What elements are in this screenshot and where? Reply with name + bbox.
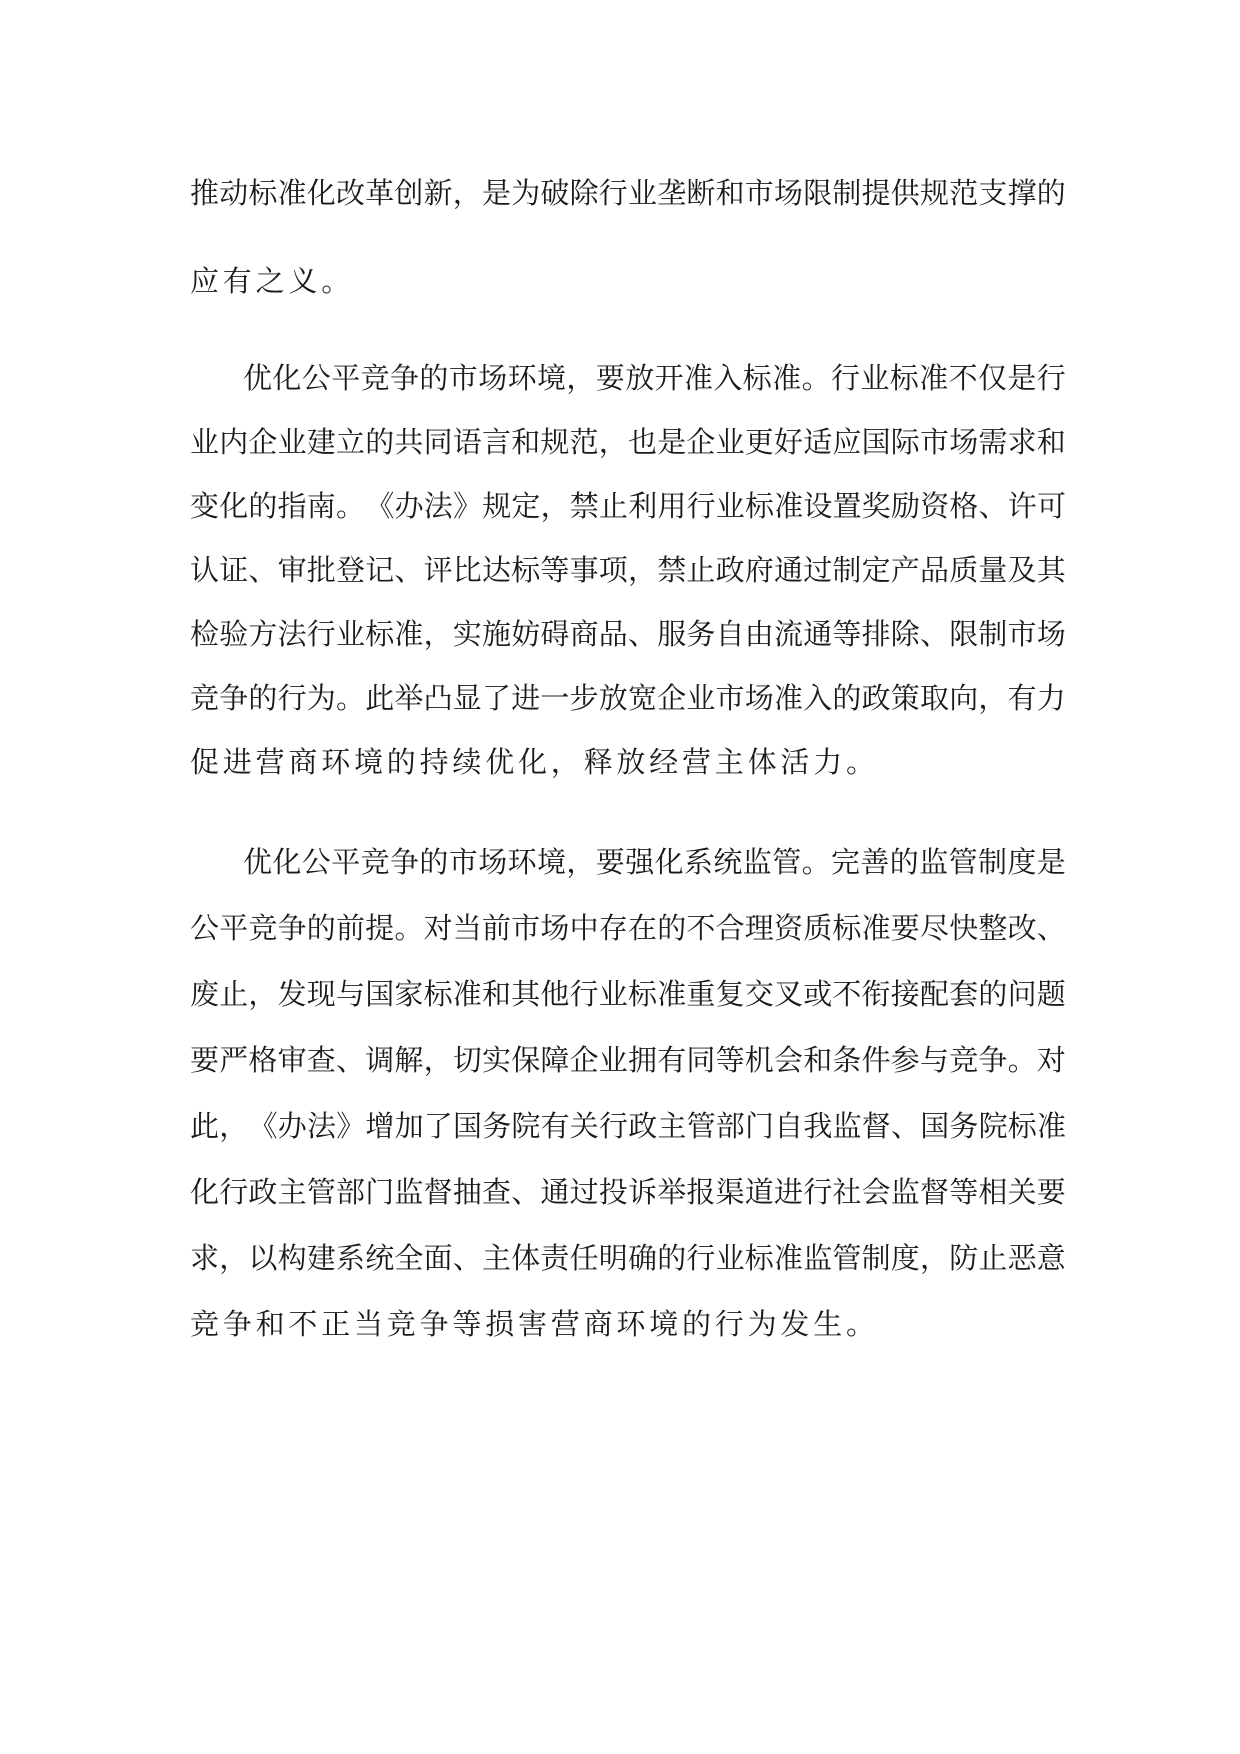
- text-line: 业内企业建立的共同语言和规范，也是企业更好适应国际市场需求和: [190, 425, 1067, 459]
- text-line: 要严格审查、调解，切实保障企业拥有同等机会和条件参与竞争。对: [190, 1043, 1067, 1077]
- text-line: 公平竞争的前提。对当前市场中存在的不合理资质标准要尽快整改、: [190, 911, 1067, 945]
- text-line: 求，以构建系统全面、主体责任明确的行业标准监管制度，防止恶意: [190, 1241, 1067, 1275]
- text-line: 变化的指南。 《办法》规定，禁止利用行业标准设置奖励资格、许可: [190, 489, 1067, 523]
- text-line: 废止，发现与国家标准和其他行业标准重复交叉或不衔接配套的问题: [190, 977, 1067, 1011]
- text-line: 化行政主管部门监督抽查、通过投诉举报渠道进行社会监督等相关要: [190, 1175, 1067, 1209]
- text-line: 认证、审批登记、评比达标等事项，禁止政府通过制定产品质量及其: [190, 553, 1067, 587]
- text-line: 优化公平竞争的市场环境，要强化系统监管。完善的监管制度是: [243, 845, 1067, 879]
- text-line: 优化公平竞争的市场环境，要放开准入标准。行业标准不仅是行: [243, 361, 1067, 395]
- text-line: 促进营商环境的持续优化，释放经营主体活力。: [190, 745, 879, 779]
- text-line: 竞争的行为。此举凸显了进一步放宽企业市场准入的政策取向，有力: [190, 681, 1067, 715]
- text-line: 竞争和不正当竞争等损害营商环境的行为发生。: [190, 1307, 879, 1341]
- text-line: 此， 《办法》增加了国务院有关行政主管部门自我监督、国务院标准: [190, 1109, 1067, 1143]
- text-line: 应有之义。: [190, 264, 355, 298]
- text-line: 推动标准化改革创新，是为破除行业垄断和市场限制提供规范支撑的: [190, 176, 1067, 210]
- text-line: 检验方法行业标准，实施妨碍商品、服务自由流通等排除、限制市场: [190, 617, 1067, 651]
